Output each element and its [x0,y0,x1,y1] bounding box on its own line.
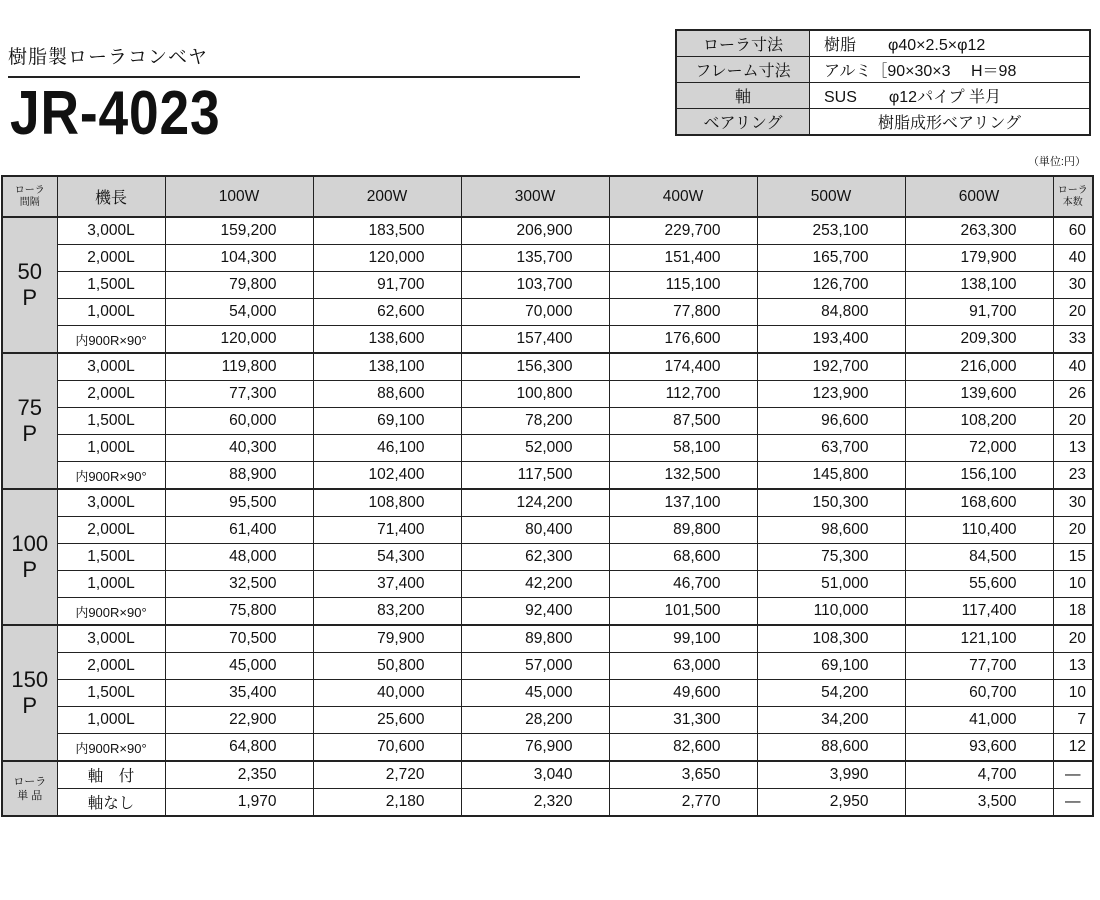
length-cell: 1,000L [57,435,165,462]
price-cell: 124,200 [461,489,609,517]
table-row [2,625,1093,653]
table-row [2,326,1093,354]
header-width: 500W [757,176,905,217]
price-cell: 41,000 [905,707,1053,734]
length-cell: 3,000L [57,353,165,381]
price-cell: 31,300 [609,707,757,734]
length-cell: 内900R×90° [57,598,165,626]
price-cell: 192,700 [757,353,905,381]
table-row [2,353,1093,381]
price-cell: 115,100 [609,272,757,299]
price-cell: 72,000 [905,435,1053,462]
price-cell: 70,000 [461,299,609,326]
price-cell: 159,200 [165,217,313,245]
length-cell: 3,000L [57,217,165,245]
price-cell: 69,100 [313,408,461,435]
price-cell: 3,500 [905,789,1053,817]
price-cell: 84,800 [757,299,905,326]
price-cell: 54,000 [165,299,313,326]
price-cell: 45,000 [165,653,313,680]
roller-count-cell: 13 [1053,435,1093,462]
price-cell: 40,300 [165,435,313,462]
table-row [2,680,1093,707]
price-cell: 108,300 [757,625,905,653]
price-cell: 102,400 [313,462,461,490]
price-cell: 62,300 [461,544,609,571]
price-cell: 75,800 [165,598,313,626]
price-cell: 1,970 [165,789,313,817]
pitch-unit: P [22,693,38,718]
price-cell: 174,400 [609,353,757,381]
price-cell: 60,700 [905,680,1053,707]
roller-count-cell: 13 [1053,653,1093,680]
price-cell: 110,400 [905,517,1053,544]
table-row [2,761,1093,789]
price-cell: 46,700 [609,571,757,598]
pitch-group [2,625,1093,761]
spec-row [676,109,1090,136]
price-cell: 35,400 [165,680,313,707]
price-cell: 229,700 [609,217,757,245]
length-cell: 2,000L [57,517,165,544]
price-cell: 88,900 [165,462,313,490]
header-length: 機長 [57,176,165,217]
price-cell: 40,000 [313,680,461,707]
length-cell: 内900R×90° [57,326,165,354]
price-cell: 22,900 [165,707,313,734]
price-cell: 120,000 [313,245,461,272]
table-row [2,517,1093,544]
header-width: 100W [165,176,313,217]
table-row [2,245,1093,272]
price-cell: 70,600 [313,734,461,762]
length-cell: 1,000L [57,707,165,734]
roller-count-cell: 10 [1053,680,1093,707]
price-cell: 87,500 [609,408,757,435]
price-cell: 99,100 [609,625,757,653]
roller-count-cell: 20 [1053,517,1093,544]
price-cell: 126,700 [757,272,905,299]
price-cell: 119,800 [165,353,313,381]
table-row [2,571,1093,598]
length-cell: 1,500L [57,408,165,435]
price-cell: 80,400 [461,517,609,544]
roller-count-cell: 20 [1053,408,1093,435]
price-cell: 91,700 [313,272,461,299]
price-cell: 51,000 [757,571,905,598]
pitch-number: 50 [17,259,42,284]
price-cell: 54,200 [757,680,905,707]
roller-count-cell: — [1053,789,1093,817]
table-row [2,489,1093,517]
roller-count-cell: 10 [1053,571,1093,598]
price-cell: 156,100 [905,462,1053,490]
single-label-line1: ローラ [13,775,47,788]
price-cell: 123,900 [757,381,905,408]
pitch-number: 100 [11,531,49,556]
price-cell: 69,100 [757,653,905,680]
price-cell: 157,400 [461,326,609,354]
price-cell: 108,800 [313,489,461,517]
roller-count-cell: 60 [1053,217,1093,245]
spec-value: アルミ［90×30×3 H＝98 [810,57,1091,83]
roller-count-cell: 18 [1053,598,1093,626]
price-cell: 49,600 [609,680,757,707]
price-cell: 79,900 [313,625,461,653]
model-number: JR-4023 [10,79,221,148]
unit-note: （単位:円） [1027,156,1086,168]
price-cell: 179,900 [905,245,1053,272]
price-cell: 91,700 [905,299,1053,326]
roller-count-cell: 40 [1053,353,1093,381]
length-cell: 1,500L [57,272,165,299]
roller-count-cell: 12 [1053,734,1093,762]
table-row [2,653,1093,680]
header-width: 600W [905,176,1053,217]
pitch-cell [2,217,57,353]
price-cell: 98,600 [757,517,905,544]
pitch-cell [2,353,57,489]
roller-count-cell: 7 [1053,707,1093,734]
price-cell: 68,600 [609,544,757,571]
price-cell: 138,100 [313,353,461,381]
length-cell: 2,000L [57,653,165,680]
product-subtitle: 樹脂製ローラコンベヤ [8,47,209,68]
header-roller-count: ローラ 本数 [1053,176,1093,217]
price-cell: 110,000 [757,598,905,626]
table-row [2,544,1093,571]
table-row [2,707,1093,734]
pitch-group [2,489,1093,625]
single-label-line2: 単 品 [17,789,43,802]
price-cell: 108,200 [905,408,1053,435]
roller-count-cell: 33 [1053,326,1093,354]
spec-key: 軸 [676,83,810,109]
table-row [2,435,1093,462]
price-cell: 193,400 [757,326,905,354]
spec-value: 樹脂成形ベアリング [810,109,1091,136]
price-cell: 103,700 [461,272,609,299]
price-cell: 168,600 [905,489,1053,517]
price-cell: 45,000 [461,680,609,707]
price-table-header [2,176,1093,217]
price-cell: 156,300 [461,353,609,381]
price-cell: 206,900 [461,217,609,245]
single-roller-group [2,761,1093,816]
length-cell: 内900R×90° [57,462,165,490]
price-cell: 32,500 [165,571,313,598]
price-cell: 58,100 [609,435,757,462]
price-cell: 84,500 [905,544,1053,571]
price-table [1,175,1094,817]
spec-row [676,57,1090,83]
length-cell: 2,000L [57,381,165,408]
price-cell: 54,300 [313,544,461,571]
price-cell: 137,100 [609,489,757,517]
price-cell: 253,100 [757,217,905,245]
price-cell: 79,800 [165,272,313,299]
roller-count-cell: 30 [1053,489,1093,517]
length-cell: 3,000L [57,489,165,517]
single-roller-label [2,761,57,816]
roller-count-cell: — [1053,761,1093,789]
price-cell: 2,950 [757,789,905,817]
length-cell: 1,500L [57,544,165,571]
price-cell: 150,300 [757,489,905,517]
price-cell: 42,200 [461,571,609,598]
price-cell: 88,600 [313,381,461,408]
price-cell: 61,400 [165,517,313,544]
length-cell: 2,000L [57,245,165,272]
price-cell: 151,400 [609,245,757,272]
price-cell: 2,720 [313,761,461,789]
price-cell: 139,600 [905,381,1053,408]
roller-count-cell: 20 [1053,299,1093,326]
pitch-number: 150 [11,667,49,692]
pitch-group [2,353,1093,489]
pitch-cell [2,489,57,625]
price-cell: 89,800 [461,625,609,653]
header-width: 200W [313,176,461,217]
spec-key: ベアリング [676,109,810,136]
price-cell: 77,700 [905,653,1053,680]
pitch-cell [2,625,57,761]
price-cell: 77,300 [165,381,313,408]
header-width: 400W [609,176,757,217]
price-cell: 138,600 [313,326,461,354]
price-cell: 120,000 [165,326,313,354]
price-cell: 37,400 [313,571,461,598]
price-cell: 63,700 [757,435,905,462]
price-cell: 60,000 [165,408,313,435]
price-cell: 117,500 [461,462,609,490]
price-cell: 2,770 [609,789,757,817]
table-row [2,217,1093,245]
price-cell: 100,800 [461,381,609,408]
length-cell: 1,500L [57,680,165,707]
header-pitch: ローラ 間隔 [2,176,57,217]
table-row [2,299,1093,326]
length-cell: 1,000L [57,571,165,598]
price-cell: 92,400 [461,598,609,626]
roller-count-cell: 23 [1053,462,1093,490]
price-cell: 75,300 [757,544,905,571]
table-row [2,462,1093,490]
price-cell: 135,700 [461,245,609,272]
table-row [2,598,1093,626]
price-cell: 55,600 [905,571,1053,598]
price-cell: 183,500 [313,217,461,245]
price-cell: 57,000 [461,653,609,680]
price-cell: 96,600 [757,408,905,435]
price-cell: 263,300 [905,217,1053,245]
price-cell: 50,800 [313,653,461,680]
spec-row [676,83,1090,109]
price-cell: 165,700 [757,245,905,272]
price-cell: 4,700 [905,761,1053,789]
spec-key: ローラ寸法 [676,30,810,57]
price-cell: 176,600 [609,326,757,354]
price-cell: 78,200 [461,408,609,435]
price-cell: 117,400 [905,598,1053,626]
price-cell: 28,200 [461,707,609,734]
pitch-number: 75 [17,395,42,420]
roller-count-cell: 26 [1053,381,1093,408]
price-cell: 95,500 [165,489,313,517]
length-cell: 内900R×90° [57,734,165,762]
price-cell: 64,800 [165,734,313,762]
price-cell: 77,800 [609,299,757,326]
table-row [2,789,1093,817]
price-cell: 25,600 [313,707,461,734]
price-cell: 2,350 [165,761,313,789]
price-cell: 216,000 [905,353,1053,381]
price-cell: 3,040 [461,761,609,789]
price-cell: 70,500 [165,625,313,653]
price-cell: 71,400 [313,517,461,544]
pitch-unit: P [22,557,38,582]
price-cell: 83,200 [313,598,461,626]
table-row [2,408,1093,435]
price-cell: 104,300 [165,245,313,272]
roller-count-cell: 30 [1053,272,1093,299]
pitch-group [2,217,1093,353]
price-cell: 3,990 [757,761,905,789]
price-cell: 138,100 [905,272,1053,299]
pitch-unit: P [22,421,38,446]
price-cell: 93,600 [905,734,1053,762]
price-cell: 62,600 [313,299,461,326]
price-cell: 34,200 [757,707,905,734]
length-cell: 軸 付 [57,761,165,789]
price-cell: 121,100 [905,625,1053,653]
price-cell: 2,320 [461,789,609,817]
spec-key: フレーム寸法 [676,57,810,83]
header-width: 300W [461,176,609,217]
spec-value: SUS φ12パイプ 半月 [810,83,1091,109]
price-cell: 132,500 [609,462,757,490]
spec-value: 樹脂 φ40×2.5×φ12 [810,30,1091,57]
table-row [2,272,1093,299]
length-cell: 軸なし [57,789,165,817]
price-cell: 2,180 [313,789,461,817]
spec-row [676,30,1090,57]
price-cell: 48,000 [165,544,313,571]
price-cell: 63,000 [609,653,757,680]
price-cell: 3,650 [609,761,757,789]
price-cell: 52,000 [461,435,609,462]
roller-count-cell: 40 [1053,245,1093,272]
spec-table [675,29,1091,136]
price-cell: 112,700 [609,381,757,408]
length-cell: 1,000L [57,299,165,326]
table-row [2,381,1093,408]
price-cell: 76,900 [461,734,609,762]
price-cell: 209,300 [905,326,1053,354]
roller-count-cell: 20 [1053,625,1093,653]
table-row [2,734,1093,762]
price-cell: 82,600 [609,734,757,762]
price-cell: 88,600 [757,734,905,762]
price-cell: 46,100 [313,435,461,462]
price-cell: 145,800 [757,462,905,490]
pitch-unit: P [22,285,38,310]
length-cell: 3,000L [57,625,165,653]
price-cell: 89,800 [609,517,757,544]
price-cell: 101,500 [609,598,757,626]
roller-count-cell: 15 [1053,544,1093,571]
